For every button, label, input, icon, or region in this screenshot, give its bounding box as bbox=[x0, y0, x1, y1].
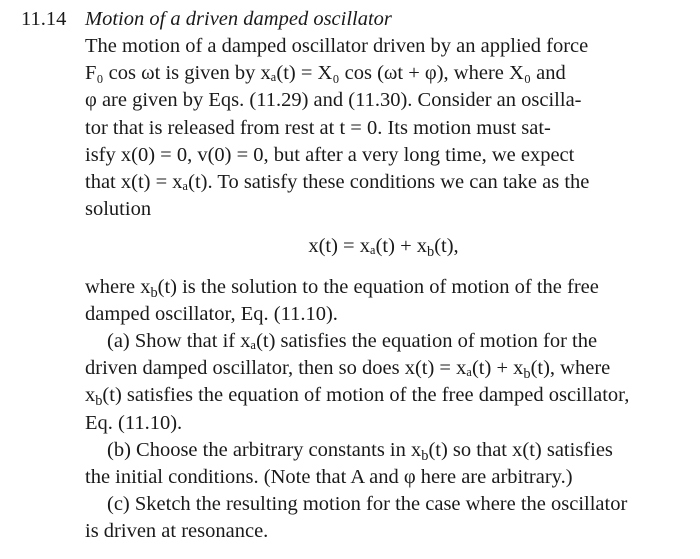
solution-equation: $x(t) = x_a(t) + x_b(t)$, bbox=[308, 235, 459, 260]
part-b-line-2: the initial conditions. (Note that A and φ here are arbitrary.) bbox=[85, 466, 573, 489]
part-b bbox=[85, 437, 682, 491]
intro-paragraph bbox=[85, 33, 682, 223]
part-c-line-2: is driven at resonance. bbox=[85, 520, 269, 543]
part-a-line-3: $x_b(t)$ satisfies the equation of motion of the free damped oscillator, bbox=[85, 384, 630, 410]
intro-line-6: that x(t) = xₐ(t). To satisfy these conditions we can take as the bbox=[85, 170, 590, 193]
part-c bbox=[85, 491, 682, 545]
intro-line-7: solution bbox=[85, 198, 152, 221]
after-line-1: where $x_b(t)$ is the solution to the equation of motion of the free bbox=[85, 276, 599, 301]
intro-line-2: F₀ cos ωt is given by xₐ(t) = X₀ cos (ωt + φ), where X₀ and bbox=[85, 62, 566, 85]
part-a-line-4: Eq. (11.10). bbox=[85, 411, 183, 434]
intro-line-4: tor that is released from rest at t = 0. Its motion must sat- bbox=[85, 116, 551, 139]
after-equation-paragraph bbox=[85, 274, 682, 328]
problem-title: Motion of a driven damped oscillator bbox=[85, 8, 392, 30]
part-a bbox=[85, 328, 682, 437]
after-line-2: damped oscillator, Eq. (11.10). bbox=[85, 303, 338, 326]
intro-line-5: isfy x(0) = 0, v(0) = 0, but after a very long time, we expect bbox=[85, 143, 575, 166]
part-b-line-1: (b) Choose the arbitrary constants in $x_b(t)$ so that x(t) satisfies bbox=[107, 439, 613, 464]
part-a-line-1: (a) Show that if xₐ(t) satisfies the equation of motion for the bbox=[107, 330, 598, 352]
part-c-line-1: (c) Sketch the resulting motion for the case where the oscillator bbox=[107, 493, 628, 515]
intro-line-3: φ are given by Eqs. (11.29) and (11.30). Consider an oscilla- bbox=[85, 89, 582, 112]
part-a-line-2: driven damped oscillator, then so does $x(t) = x_a(t) + x_b(t)$, where bbox=[85, 357, 611, 383]
intro-line-1: The motion of a damped oscillator driven by an applied force bbox=[85, 35, 589, 57]
problem-number: 11.14 bbox=[21, 8, 67, 30]
